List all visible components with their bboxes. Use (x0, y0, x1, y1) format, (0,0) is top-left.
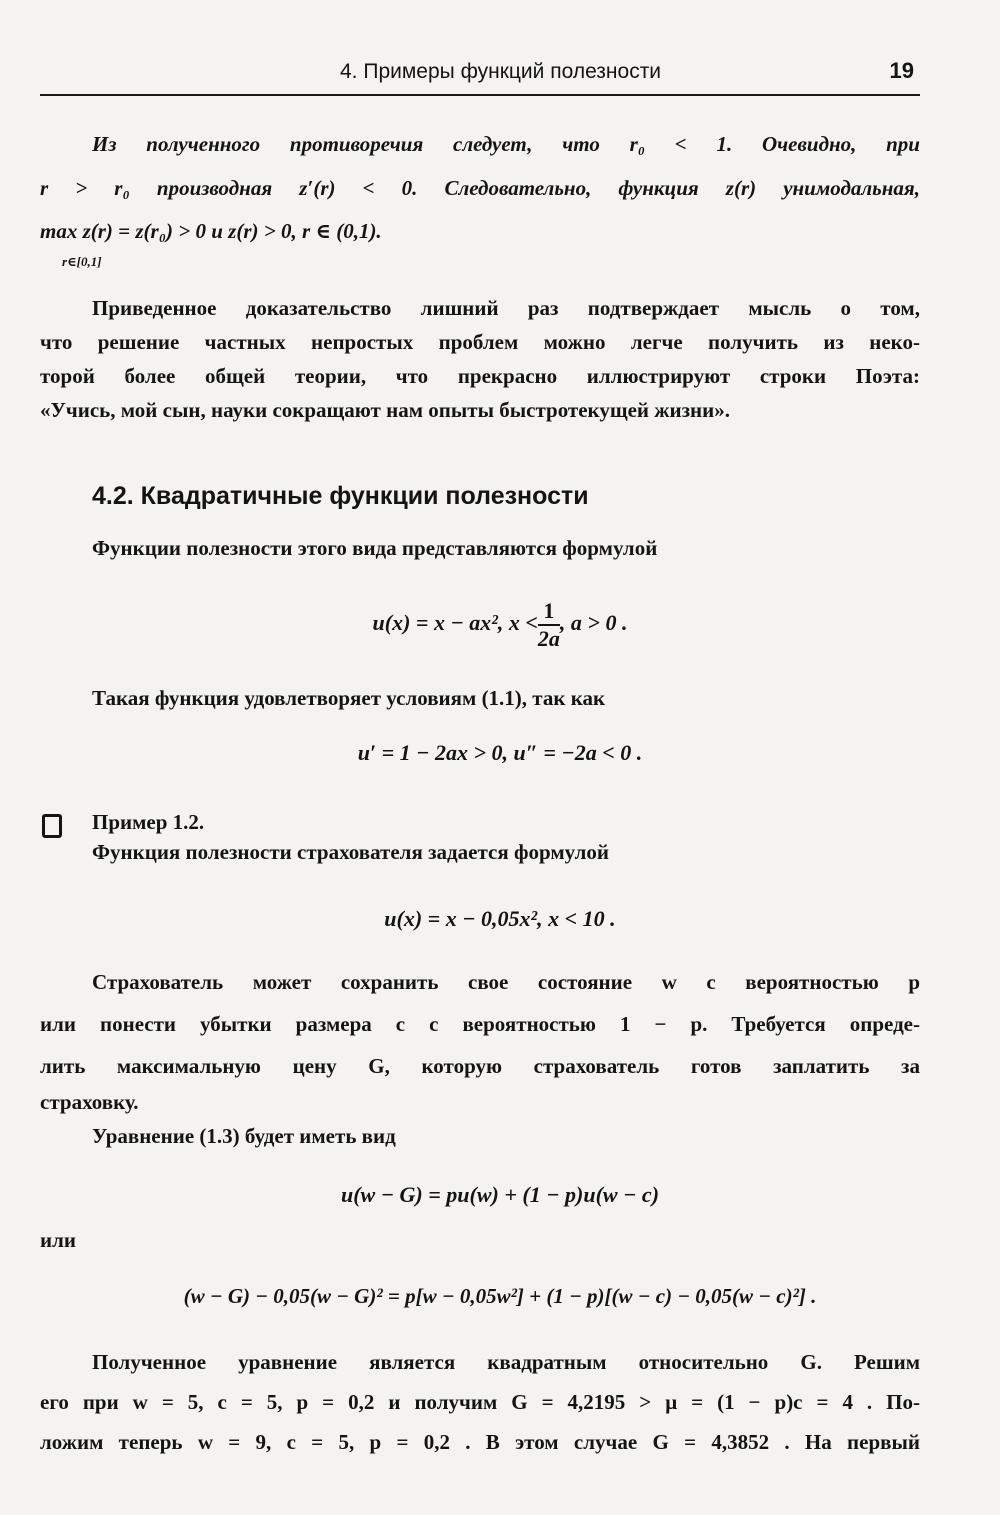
equation-intro: Уравнение (1.3) будет иметь вид (92, 1124, 396, 1148)
example-p1-line-2: или понести убытки размера c с вероятностью 1 − p. Требуется опреде- (40, 1012, 920, 1036)
equation-2: (w − G) − 0,05(w − G)² = p[w − 0,05w²] + (1 − p)[(w − c) − 0,05(w − c)²] . (183, 1284, 817, 1308)
utility-formula (0, 598, 1000, 652)
example-p2-line-2: его при w = 5, c = 5, p = 0,2 и получим G = 4,2195 > μ = (1 − p)c = 4 . По- (40, 1390, 920, 1414)
derivatives-formula: u′ = 1 − 2ax > 0, u″ = −2a < 0 . (357, 740, 643, 765)
fraction-denominator: 2a (537, 626, 560, 651)
remark-line-2: что решение частных непростых проблем можно легче получить из неко- (40, 330, 920, 354)
formula-left: u(x) = x − ax², x < (372, 610, 538, 636)
remark-line-1: Приведенное доказательство лишний раз подтверждает мысль о том, (92, 296, 920, 320)
example-title: Пример 1.2. (92, 810, 205, 834)
example-p1-line-3: лить максимальную цену G, которую страхователь готов заплатить за (40, 1054, 920, 1078)
equation-1: u(w − G) = pu(w) + (1 − p)u(w − c) (340, 1182, 660, 1207)
example-p1-line-4: страховку. (40, 1090, 139, 1114)
page-number: 19 (889, 58, 914, 83)
fraction (538, 598, 560, 652)
proof-line-3: max z(r) = z(r₀) > 0 и z(r) > 0, r ∈ (0,1). (40, 219, 382, 243)
running-title: 4. Примеры функций полезности (340, 60, 662, 83)
example-p1-line-1: Страхователь может сохранить свое состояние w с вероятностью p (92, 970, 920, 994)
example-intro: Функция полезности страхователя задается формулой (92, 840, 610, 864)
max-subscript: r∈[0,1] (62, 254, 102, 269)
remark-line-4: «Учись, мой сын, науки сокращают нам опыты быстротекущей жизни». (40, 398, 730, 422)
page-header (40, 50, 920, 96)
example-formula: u(x) = x − 0,05x², x < 10 . (384, 906, 616, 931)
remark-line-3: торой более общей теории, что прекрасно иллюстрируют строки Поэта: (40, 364, 920, 388)
condition-text: Такая функция удовлетворяет условиям (1.1), так как (92, 686, 606, 710)
example-p2-line-3: ложим теперь w = 9, c = 5, p = 0,2 . В этом случае G = 4,3852 . На первый (40, 1430, 920, 1454)
section-heading: 4.2. Квадратичные функции полезности (92, 482, 589, 510)
formula-right: , a > 0 . (559, 610, 628, 636)
section-intro: Функции полезности этого вида представляются формулой (92, 536, 658, 560)
proof-line-2: r > r₀ производная z′(r) < 0. Следовательно, функция z(r) унимодальная, (40, 176, 920, 200)
or-word: или (40, 1228, 76, 1252)
proof-line-1: Из полученного противоречия следует, что r₀ < 1. Очевидно, при (92, 132, 920, 156)
fraction-numerator: 1 (538, 598, 560, 626)
example-p2-line-1: Полученное уравнение является квадратным относительно G. Решим (92, 1350, 920, 1374)
